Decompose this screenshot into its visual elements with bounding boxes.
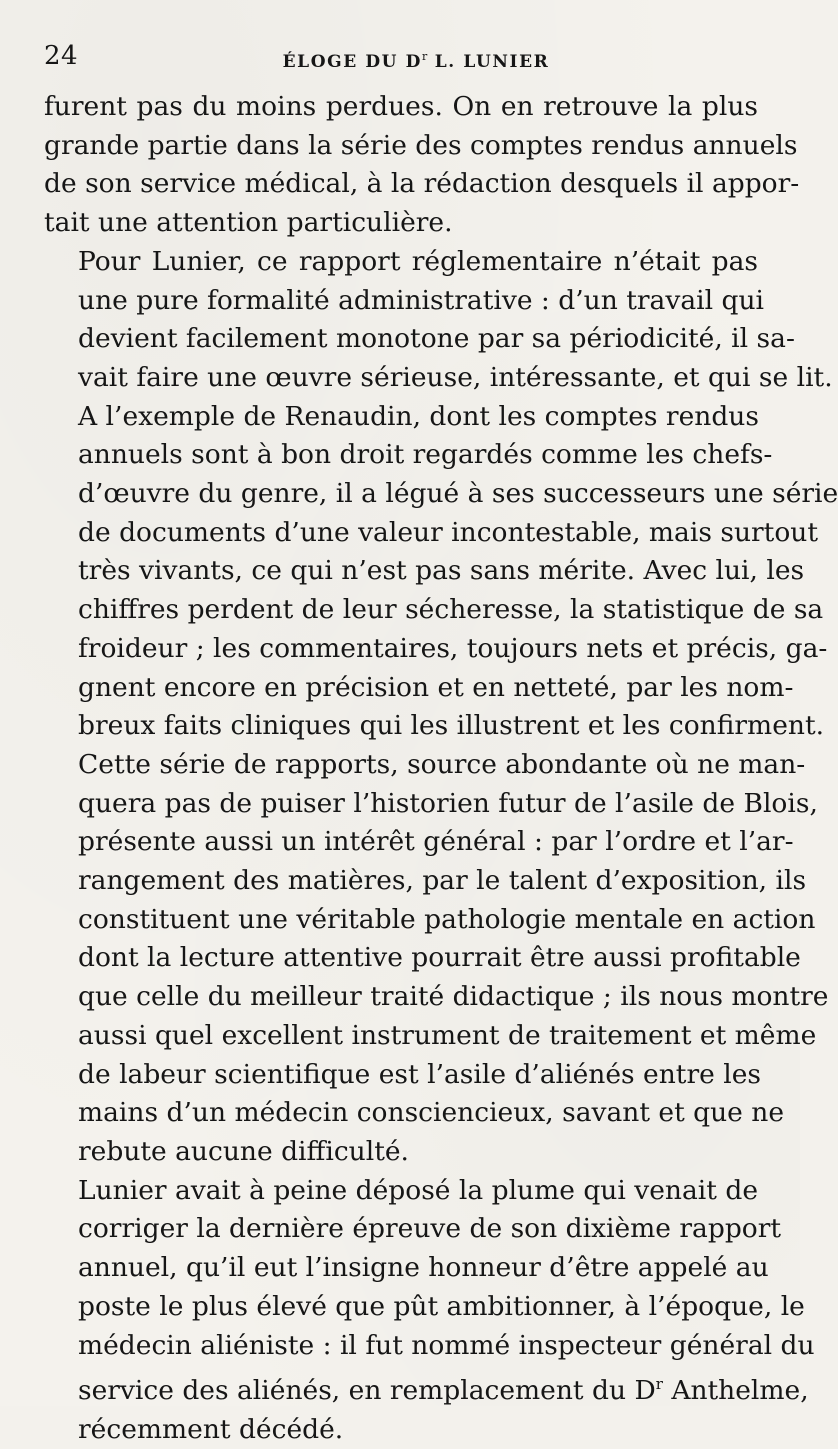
text-line <box>44 1365 809 1411</box>
text-line: présente aussi un intérêt général : par l’ordre et l’ar- <box>78 826 794 858</box>
text-line: aussi quel excellent instrument de traitement et même <box>78 1019 817 1051</box>
text-line: Lunier avait à peine déposé la plume qui venait de <box>78 1174 758 1206</box>
text-line: d’œuvre du genre, il a légué à ses successeurs une série <box>78 478 838 510</box>
text-line: vait faire une œuvre sérieuse, intéressante, et qui se lit. <box>78 361 833 393</box>
page-number: 24 <box>44 41 79 71</box>
text-line: que celle du meilleur traité didactique ; ils nous montre <box>78 981 829 1013</box>
text-line: annuels sont à bon droit regardés comme les chefs- <box>78 439 773 471</box>
paragraph <box>44 243 838 1172</box>
text-line: une pure formalité administrative : d’un travail qui <box>78 284 764 316</box>
text-line: Cette série de rapports, source abondante où ne man- <box>78 748 806 780</box>
running-header <box>44 38 758 74</box>
superscript: r <box>655 1375 663 1394</box>
running-title-main: ÉLOGE DU D <box>282 52 422 72</box>
text-line: Pour Lunier, ce rapport réglementaire n’était pas <box>78 245 758 277</box>
text-line-main: service des aliénés, en remplacement du D <box>78 1375 656 1407</box>
text-line: de son service médical, à la rédaction desquels il appor- <box>44 168 800 200</box>
running-title-superscript: r <box>421 50 428 63</box>
text-line: furent pas du moins perdues. On en retrouve la plus <box>44 91 758 122</box>
paragraph <box>44 88 800 243</box>
text-line: récemment décédé. <box>78 1413 344 1445</box>
text-line: devient facilement monotone par sa périodicité, il sa- <box>78 323 795 355</box>
text-line: chiffres perdent de leur sécheresse, la statistique de sa <box>78 594 824 626</box>
text-line: constituent une véritable pathologie mentale en action <box>78 903 816 935</box>
body-text <box>44 88 838 1449</box>
text-line-tail: Anthelme, <box>662 1375 809 1407</box>
text-line: A l’exemple de Renaudin, dont les comptes rendus <box>78 400 759 432</box>
text-line: de documents d’une valeur incontestable, mais surtout <box>78 516 818 548</box>
text-line: grande partie dans la série des comptes rendus annuels <box>44 129 798 161</box>
text-line: froideur ; les commentaires, toujours nets et précis, ga- <box>78 632 828 664</box>
text-line: très vivants, ce qui n’est pas sans mérite. Avec lui, les <box>78 555 805 587</box>
running-title-name: L. LUNIER <box>427 52 550 72</box>
text-line: tait une attention particulière. <box>44 207 453 239</box>
text-line: dont la lecture attentive pourrait être aussi profitable <box>78 942 801 974</box>
text-line: annuel, qu’il eut l’insigne honneur d’être appelé au <box>78 1252 769 1284</box>
text-line: rebute aucune difficulté. <box>78 1135 409 1167</box>
text-line: rangement des matières, par le talent d’exposition, ils <box>78 865 807 897</box>
text-line: poste le plus élevé que pût ambitionner, à l’époque, le <box>78 1290 805 1322</box>
text-line: corriger la dernière épreuve de son dixième rapport <box>78 1213 782 1245</box>
text-line: quera pas de puiser l’historien futur de l’asile de Blois, <box>78 787 818 819</box>
text-line: gnent encore en précision et en netteté, par les nom- <box>78 671 794 703</box>
paragraph <box>44 1172 815 1449</box>
text-line: breux faits cliniques qui les illustrent et les confirment. <box>78 710 825 742</box>
text-line: mains d’un médecin consciencieux, savant et que ne <box>78 1097 785 1129</box>
text-line: de labeur scientifique est l’asile d’aliénés entre les <box>78 1058 761 1090</box>
running-title <box>44 40 758 79</box>
text-line: médecin aliéniste : il fut nommé inspecteur général du <box>78 1329 815 1361</box>
